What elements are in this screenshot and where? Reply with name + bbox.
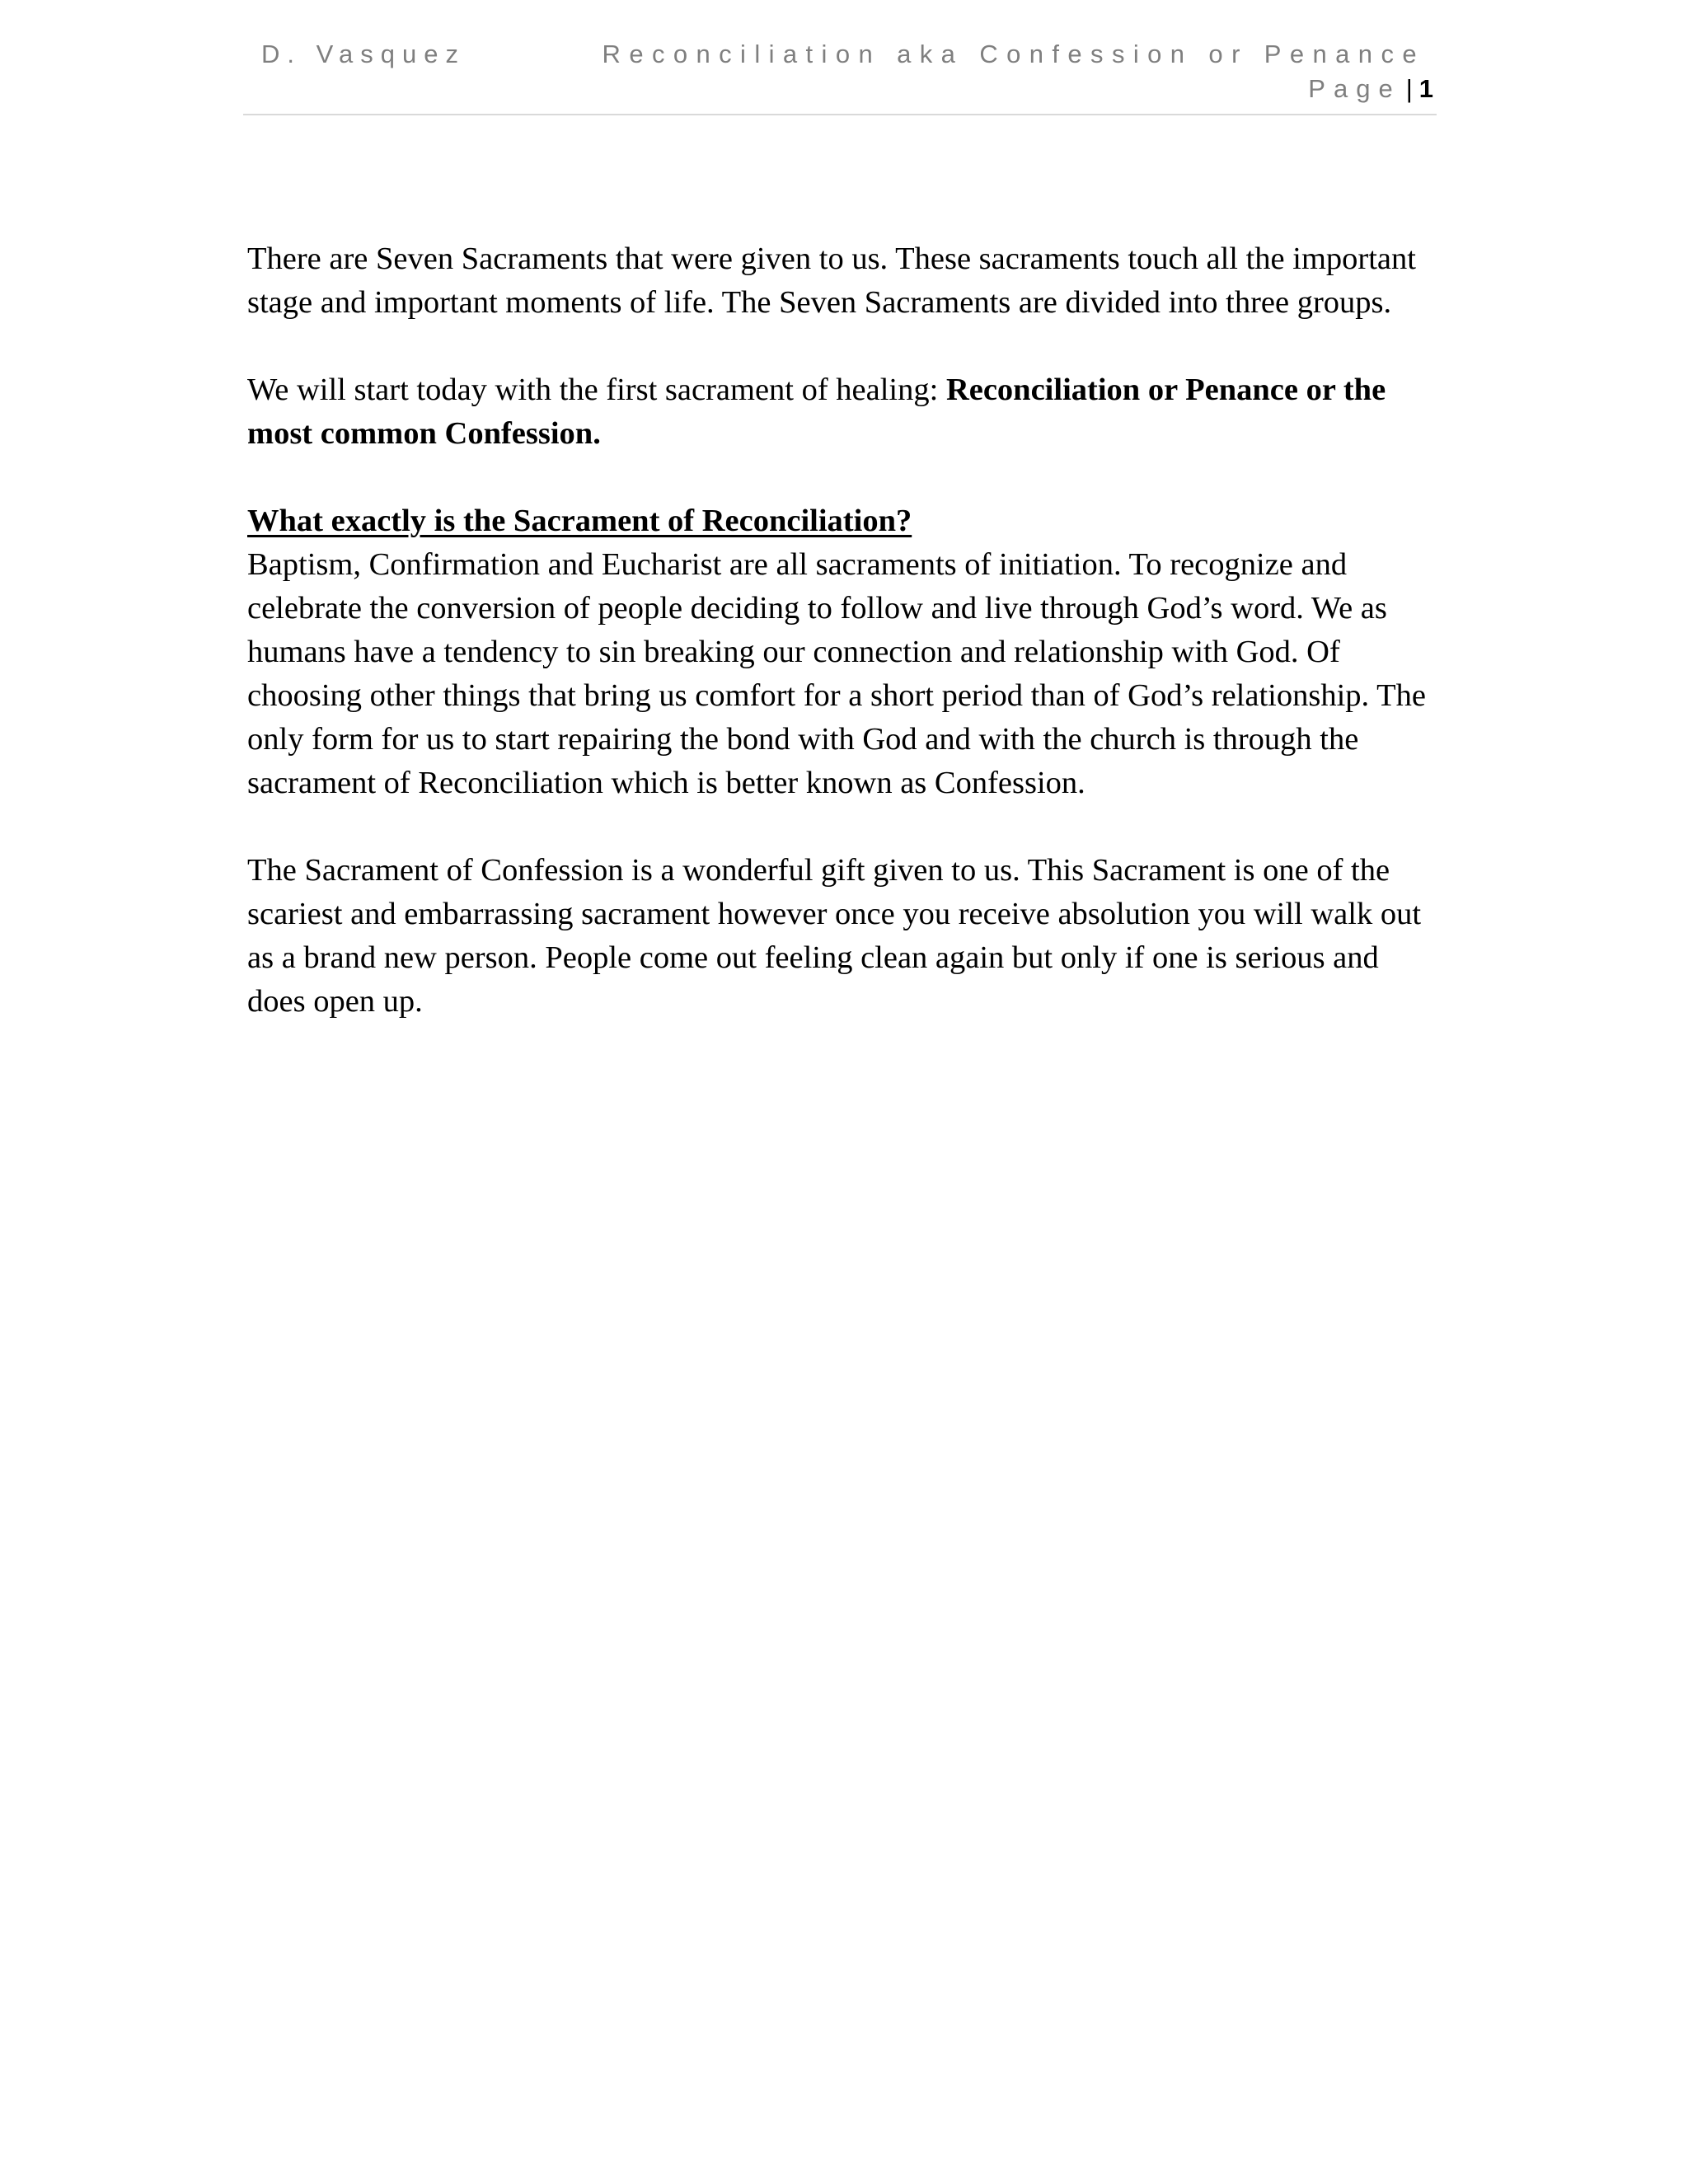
header-document-title: Reconciliation aka Confession or Penance (602, 40, 1425, 68)
page-number: 1 (1418, 74, 1433, 103)
page-header (243, 40, 1437, 115)
paragraph-intro: There are Seven Sacraments that were given to us. These sacraments touch all the important stage and important moments of life. The Seven Sacraments are divided into three groups. (247, 241, 1416, 320)
document-body (247, 237, 1442, 1067)
section-heading: What exactly is the Sacrament of Reconciliation? (247, 504, 912, 538)
paragraph-healing (247, 368, 1442, 456)
page-label: Page (1308, 74, 1401, 103)
header-author: D. Vasquez (261, 40, 466, 68)
page-separator: | (1405, 74, 1413, 103)
paragraph-sacraments-initiation: Baptism, Confirmation and Eucharist are all sacraments of initiation. To recognize and celebrate the conversion of people deciding to follow and live through God’s word. We as humans have a tendency to sin breaking our connection and relationship with God. Of choosing other things that bring us comfort for a short period than of God’s relationship. The only form for us to start repairing the bond with God and with the church is through the sacrament of Reconciliation which is better known as Confession. (247, 547, 1426, 800)
paragraph-healing-bold: Reconciliation or Penance or the most common Confession. (247, 373, 1386, 451)
paragraph-confession-gift: The Sacrament of Confession is a wonderful gift given to us. This Sacrament is one of the scariest and embarrassing sacrament however once you receive absolution you will walk out as a brand new person. People come out feeling clean again but only if one is serious and does open up. (247, 853, 1422, 1019)
header-page-indicator (1308, 74, 1433, 104)
paragraph-healing-text: We will start today with the first sacrament of healing: (247, 373, 946, 407)
section-block (247, 499, 1442, 805)
